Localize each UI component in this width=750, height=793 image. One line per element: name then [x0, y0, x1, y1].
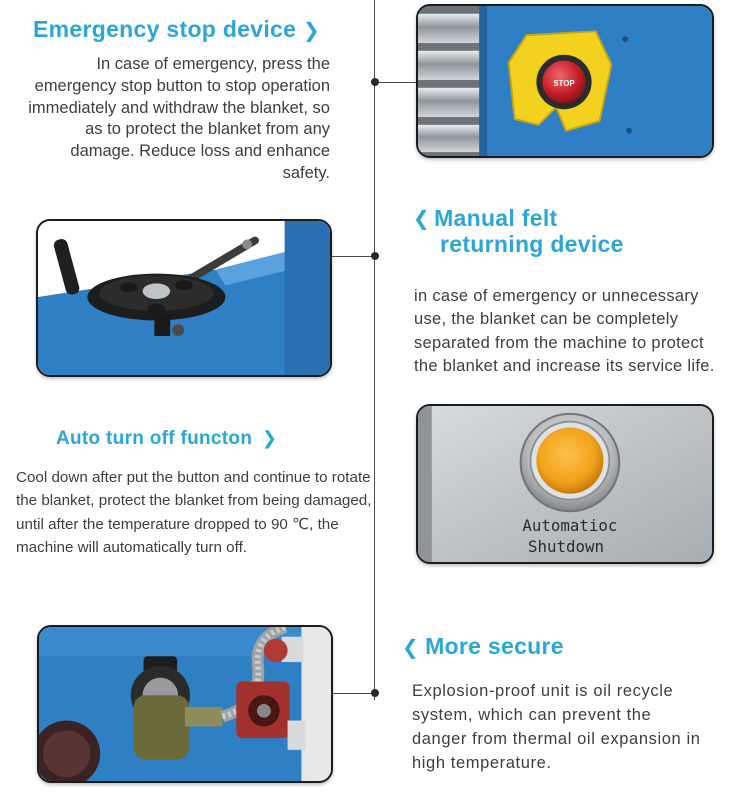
- auto-turn-off-title: Auto turn off functon: [56, 428, 253, 449]
- chevron-left-icon: ❮: [402, 637, 420, 660]
- chevron-right-icon: ❯: [261, 428, 278, 449]
- timeline-line: [374, 0, 375, 700]
- timeline-dot: [371, 78, 379, 86]
- emergency-stop-description: In case of emergency, press the emergency stop button to stop operation immediately and withdraw the blanket, so as to protect the blanket from any damage. Reduce loss and enhance safety.: [28, 55, 330, 182]
- more-secure-title: More secure: [425, 633, 564, 659]
- chevron-right-icon: ❯: [302, 20, 321, 43]
- auto-shutdown-label-line1: Automatioc: [522, 515, 618, 535]
- manual-felt-description: in case of emergency or unnecessary use, the blanket can be completely separated from the machine to protect the blanket and increase its service life.: [414, 287, 715, 375]
- chevron-left-icon: ❮: [413, 208, 431, 231]
- auto-turn-off-description: Cool down after put the button and continue to rotate the blanket, protect the blanket from being damaged, until after the temperature dropped to 90 ℃, the machine will automatically turn off.: [16, 469, 372, 556]
- more-secure-description: Explosion-proof unit is oil recycle system, which can prevent the danger from thermal oil expansion in high temperature.: [412, 682, 701, 772]
- manual-felt-title-line1: Manual felt: [434, 205, 558, 231]
- stop-button-label: STOP: [553, 78, 575, 88]
- timeline-dot: [371, 252, 379, 260]
- connector-line: [375, 82, 417, 83]
- timeline-dot: [371, 689, 379, 697]
- auto-shutdown-photo: [416, 404, 714, 564]
- manual-felt-photo: [36, 219, 332, 377]
- manual-felt-title-line2: returning device: [440, 231, 624, 258]
- manual-felt-heading: [413, 206, 624, 257]
- emergency-stop-photo: [416, 4, 714, 158]
- more-secure-heading: [402, 633, 564, 660]
- auto-shutdown-label-line2: Shutdown: [527, 537, 604, 557]
- connector-line: [333, 693, 375, 694]
- emergency-stop-heading: [33, 16, 320, 43]
- connector-line: [332, 256, 375, 257]
- auto-turn-off-heading: [56, 428, 277, 450]
- emergency-stop-title: Emergency stop device: [33, 16, 297, 42]
- explosion-proof-photo: [37, 625, 333, 783]
